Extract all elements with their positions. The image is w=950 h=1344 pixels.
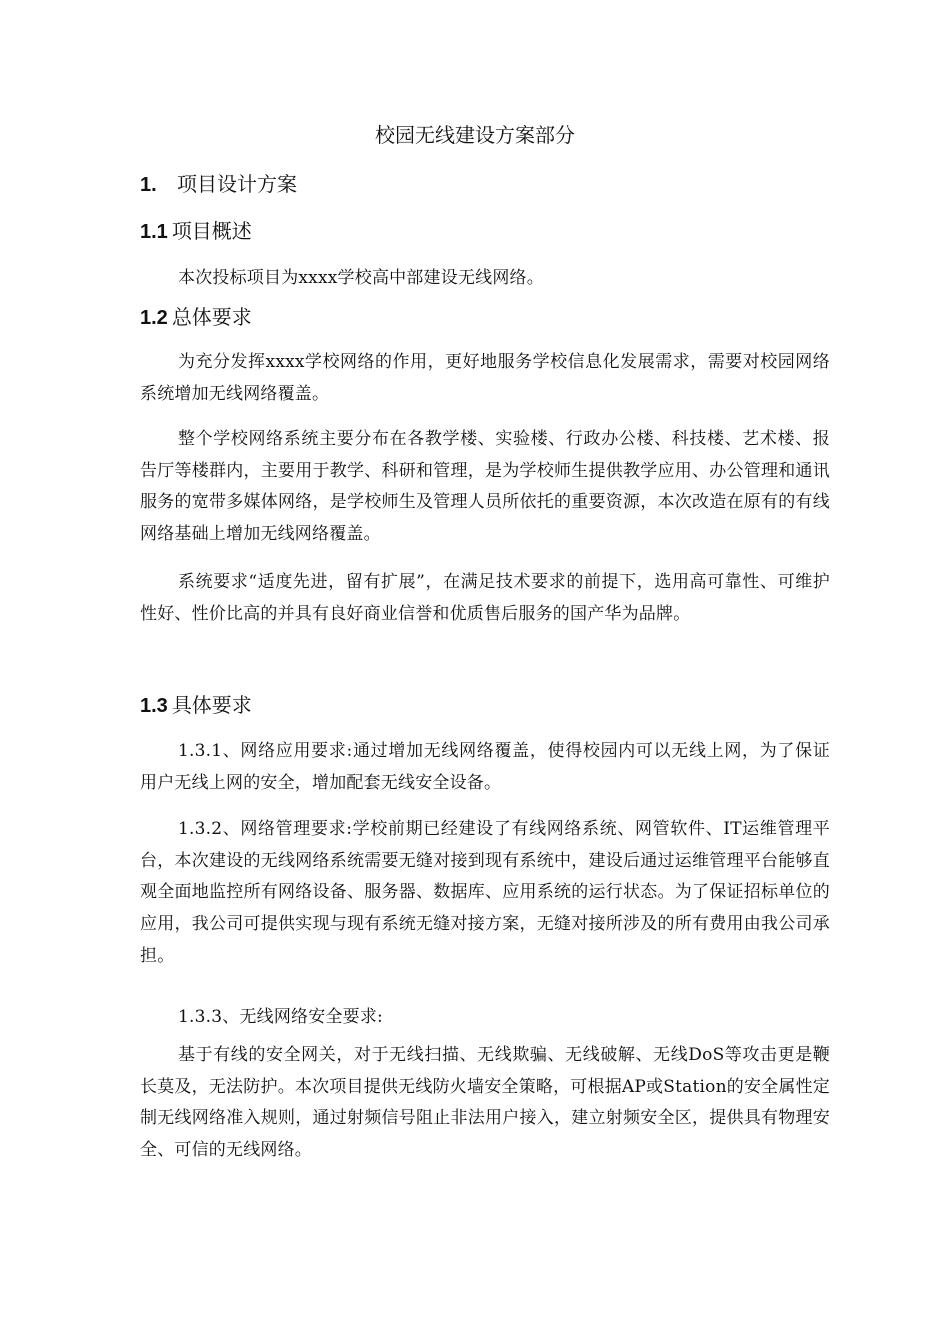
section-heading-1-3 bbox=[140, 691, 252, 720]
document-title: 校园无线建设方案部分 bbox=[375, 123, 575, 147]
section-heading-1 bbox=[140, 170, 297, 199]
section-number: 1. bbox=[140, 174, 157, 196]
section-heading-1-2 bbox=[140, 303, 252, 332]
section-number: 1.2 bbox=[140, 307, 168, 329]
paragraph-general-1: 为充分发挥xxxx学校网络的作用，更好地服务学校信息化发展需求，需要对校园网络系统增加无线网络覆盖。 bbox=[140, 352, 830, 404]
paragraph-overview: 本次投标项目为xxxx学校高中部建设无线网络。 bbox=[178, 268, 544, 288]
section-number: 1.1 bbox=[140, 221, 168, 243]
paragraph-req-1-3-3-body: 基于有线的安全网关，对于无线扫描、无线欺骗、无线破解、无线DoS等攻击更是鞭长莫及，无法防护。本次项目提供无线防火墙安全策略，可根据AP或Station的安全属性定制无线网络准入规则，通过射频信号阻止非法用户接入，建立射频安全区，提供具有物理安全、可信的无线网络。 bbox=[140, 1045, 830, 1161]
section-number: 1.3 bbox=[140, 695, 168, 717]
section-label: 项目设计方案 bbox=[177, 172, 297, 196]
paragraph-req-1-3-2: 1.3.2、网络管理要求:学校前期已经建设了有线网络系统、网管软件、IT运维管理平台，本次建设的无线网络系统需要无缝对接到现有系统中，建设后通过运维管理平台能够直观全面地监控所有网络设备、服务器、数据库、应用系统的运行状态。为了保证招标单位的应用，我公司可提供实现与现有系统无缝对接方案，无缝对接所涉及的所有费用由我公司承担。 bbox=[140, 819, 830, 966]
section-label: 项目概述 bbox=[171, 219, 252, 243]
section-heading-1-1 bbox=[140, 217, 252, 246]
section-label: 总体要求 bbox=[171, 305, 252, 329]
paragraph-general-3: 系统要求“适度先进，留有扩展”，在满足技术要求的前提下，选用高可靠性、可维护性好、性价比高的并具有良好商业信誉和优质售后服务的国产华为品牌。 bbox=[140, 572, 830, 624]
paragraph-req-1-3-1: 1.3.1、网络应用要求:通过增加无线网络覆盖，使得校园内可以无线上网，为了保证用户无线上网的安全，增加配套无线安全设备。 bbox=[140, 741, 830, 793]
section-label: 具体要求 bbox=[171, 693, 252, 717]
paragraph-req-1-3-3-heading: 1.3.3、无线网络安全要求: bbox=[178, 1007, 383, 1027]
paragraph-general-2: 整个学校网络系统主要分布在各教学楼、实验楼、行政办公楼、科技楼、艺术楼、报告厅等楼群内，主要用于教学、科研和管理，是为学校师生提供教学应用、办公管理和通讯服务的宽带多媒体网络，是学校师生及管理人员所依托的重要资源，本次改造在原有的有线网络基础上增加无线网络覆盖。 bbox=[140, 429, 830, 545]
